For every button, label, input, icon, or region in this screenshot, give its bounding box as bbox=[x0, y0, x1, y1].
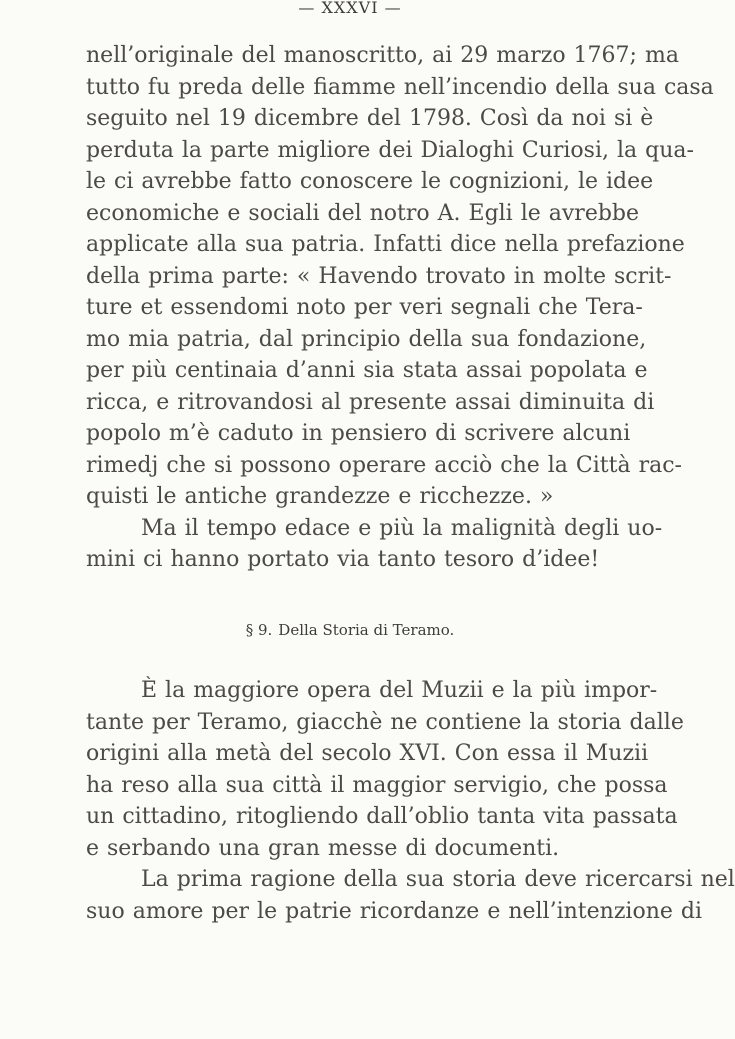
text-line: La prima ragione della sua storia deve ricercarsi nel bbox=[141, 867, 735, 892]
text-line: quisti le antiche grandezze e ricchezze. » bbox=[86, 484, 554, 509]
body-text-top bbox=[86, 40, 714, 576]
text-line: suo amore per le patrie ricordanze e nell’intenzione di bbox=[86, 898, 702, 924]
paragraph-2 bbox=[86, 513, 663, 576]
text-line: rimedj che si possono operare acciò che la Città rac- bbox=[86, 452, 682, 478]
section-title-text: Della Storia di Teramo. bbox=[278, 621, 455, 639]
text-line: nell’originale del manoscritto, ai 29 marzo 1767; ma bbox=[86, 43, 679, 68]
page-number-header: — XXXVI — bbox=[298, 0, 402, 17]
section-heading bbox=[0, 620, 700, 640]
text-line: È la maggiore opera del Muzii e la più impor- bbox=[141, 678, 658, 703]
body-text-bottom bbox=[86, 675, 735, 927]
text-line: e serbando una gran messe di documenti. bbox=[86, 835, 560, 861]
text-line: popolo m’è caduto in pensiero di scrivere alcuni bbox=[86, 421, 631, 446]
text-line: per più centinaia d’anni sia stata assai popolata e bbox=[86, 358, 648, 383]
text-line: mo mia patria, dal principio della sua fondazione, bbox=[86, 326, 647, 352]
paragraph-3 bbox=[86, 675, 684, 864]
text-line: della prima parte: « Havendo trovato in molte scrit- bbox=[86, 263, 672, 289]
text-line: ricca, e ritrovandosi al presente assai diminuita di bbox=[86, 389, 655, 415]
text-line: le ci avrebbe fatto conoscere le cognizioni, le idee bbox=[86, 169, 654, 194]
text-line: mini ci hanno portato via tanto tesoro d’idee! bbox=[86, 547, 600, 572]
text-line: applicate alla sua patria. Infatti dice nella prefazione bbox=[86, 232, 685, 257]
text-line: tutto fu preda delle fiamme nell’incendio della sua casa bbox=[86, 74, 714, 100]
text-line: origini alla metà del secolo XVI. Con essa il Muzii bbox=[86, 741, 649, 766]
paragraph-1 bbox=[86, 40, 714, 513]
text-line: ha reso alla sua città il maggior servigio, che possa bbox=[86, 772, 668, 798]
text-line: economiche e sociali del notro A. Egli le avrebbe bbox=[86, 200, 640, 226]
section-marker: § 9. bbox=[245, 621, 273, 639]
text-line: ture et essendomi noto per veri segnali che Tera- bbox=[86, 295, 643, 320]
text-line: un cittadino, ritogliendo dall’oblio tanta vita passata bbox=[86, 804, 678, 829]
text-line: tante per Teramo, giacchè ne contiene la storia dalle bbox=[86, 709, 684, 735]
paragraph-4 bbox=[86, 864, 735, 927]
text-line: Ma il tempo edace e più la malignità degli uo- bbox=[141, 515, 663, 541]
text-line: perduta la parte migliore dei Dialoghi Curiosi, la qua- bbox=[86, 137, 694, 163]
text-line: seguito nel 19 dicembre del 1798. Così da noi si è bbox=[86, 106, 654, 131]
